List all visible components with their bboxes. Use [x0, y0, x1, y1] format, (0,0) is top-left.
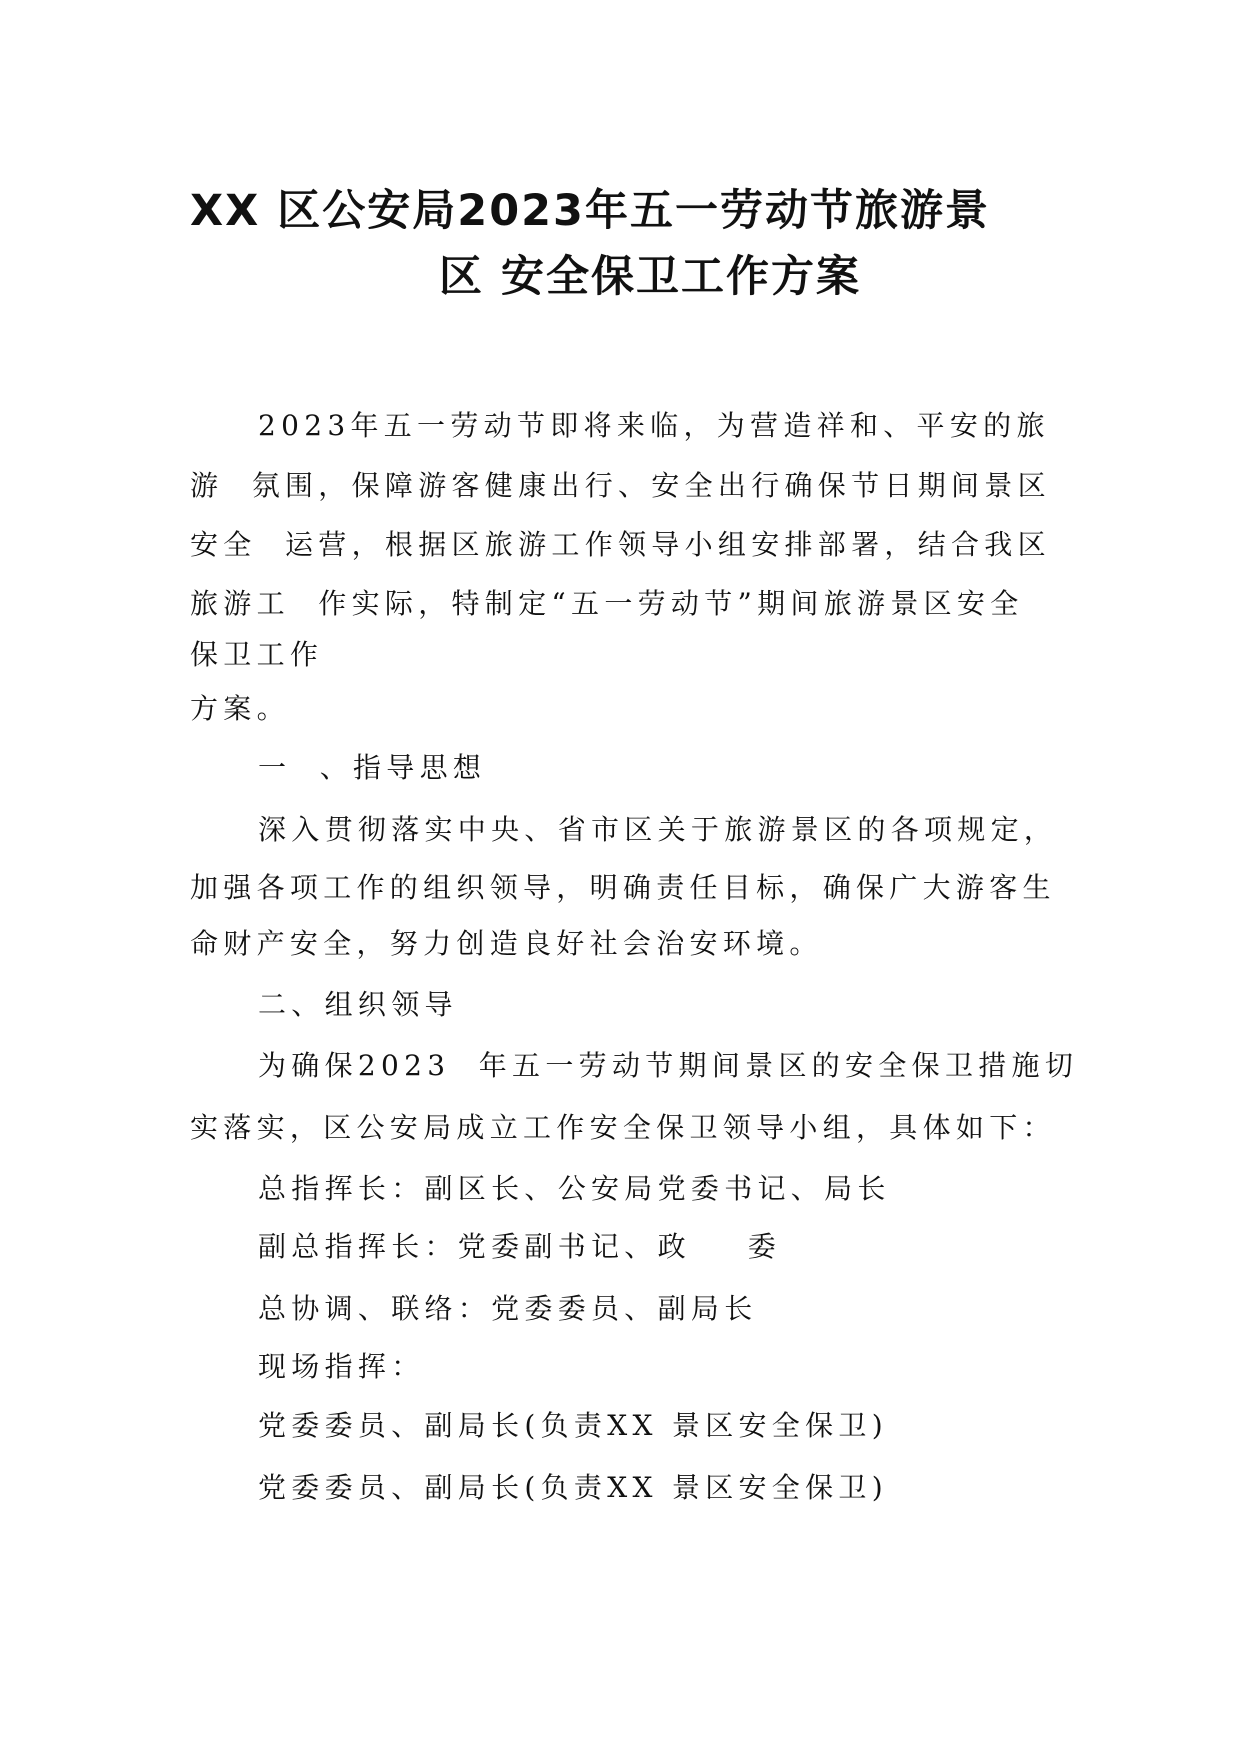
- role-line: 总协调、联络：党委委员、副局长: [258, 1292, 758, 1325]
- section-1-line: 深入贯彻落实中央、省市区关于旅游景区的各项规定，: [258, 813, 1058, 846]
- intro-line: 旅游工 作实际，特制定“五一劳动节”期间旅游景区安全: [190, 587, 1024, 620]
- role-line: 党委委员、副局长(负责XX 景区安全保卫): [258, 1409, 888, 1442]
- intro-line: 保卫工作: [190, 638, 324, 671]
- role-line: 现场指挥：: [258, 1350, 425, 1383]
- role-line: 总指挥长：副区长、公安局党委书记、局长: [258, 1172, 891, 1205]
- intro-line: 2023年五一劳动节即将来临，为营造祥和、平安的旅: [258, 409, 1050, 442]
- section-1-line: 命财产安全，努力创造良好社会治安环境。: [190, 927, 823, 960]
- section-2-line: 实落实，区公安局成立工作安全保卫领导小组，具体如下：: [190, 1111, 1056, 1144]
- intro-line: 安全 运营，根据区旅游工作领导小组安排部署，结合我区: [190, 528, 1051, 561]
- role-line: 党委委员、副局长(负责XX 景区安全保卫): [258, 1471, 888, 1504]
- intro-line: 方案。: [190, 692, 290, 725]
- role-line: 副总指挥长：党委副书记、政 委: [258, 1230, 782, 1263]
- section-2-heading: 二、组织领导: [258, 988, 458, 1021]
- section-1-heading: 一 、指导思想: [258, 751, 487, 784]
- section-1-line: 加强各项工作的组织领导，明确责任目标，确保广大游客生: [190, 871, 1056, 904]
- intro-line: 游 氛围，保障游客健康出行、安全出行确保节日期间景区: [190, 469, 1051, 502]
- document-title-line-2: 区 安全保卫工作方案: [439, 252, 861, 302]
- document-title-line-1: XX 区公安局2023年五一劳动节旅游景: [190, 186, 990, 236]
- section-2-line: 为确保2023 年五一劳动节期间景区的安全保卫措施切: [258, 1049, 1079, 1082]
